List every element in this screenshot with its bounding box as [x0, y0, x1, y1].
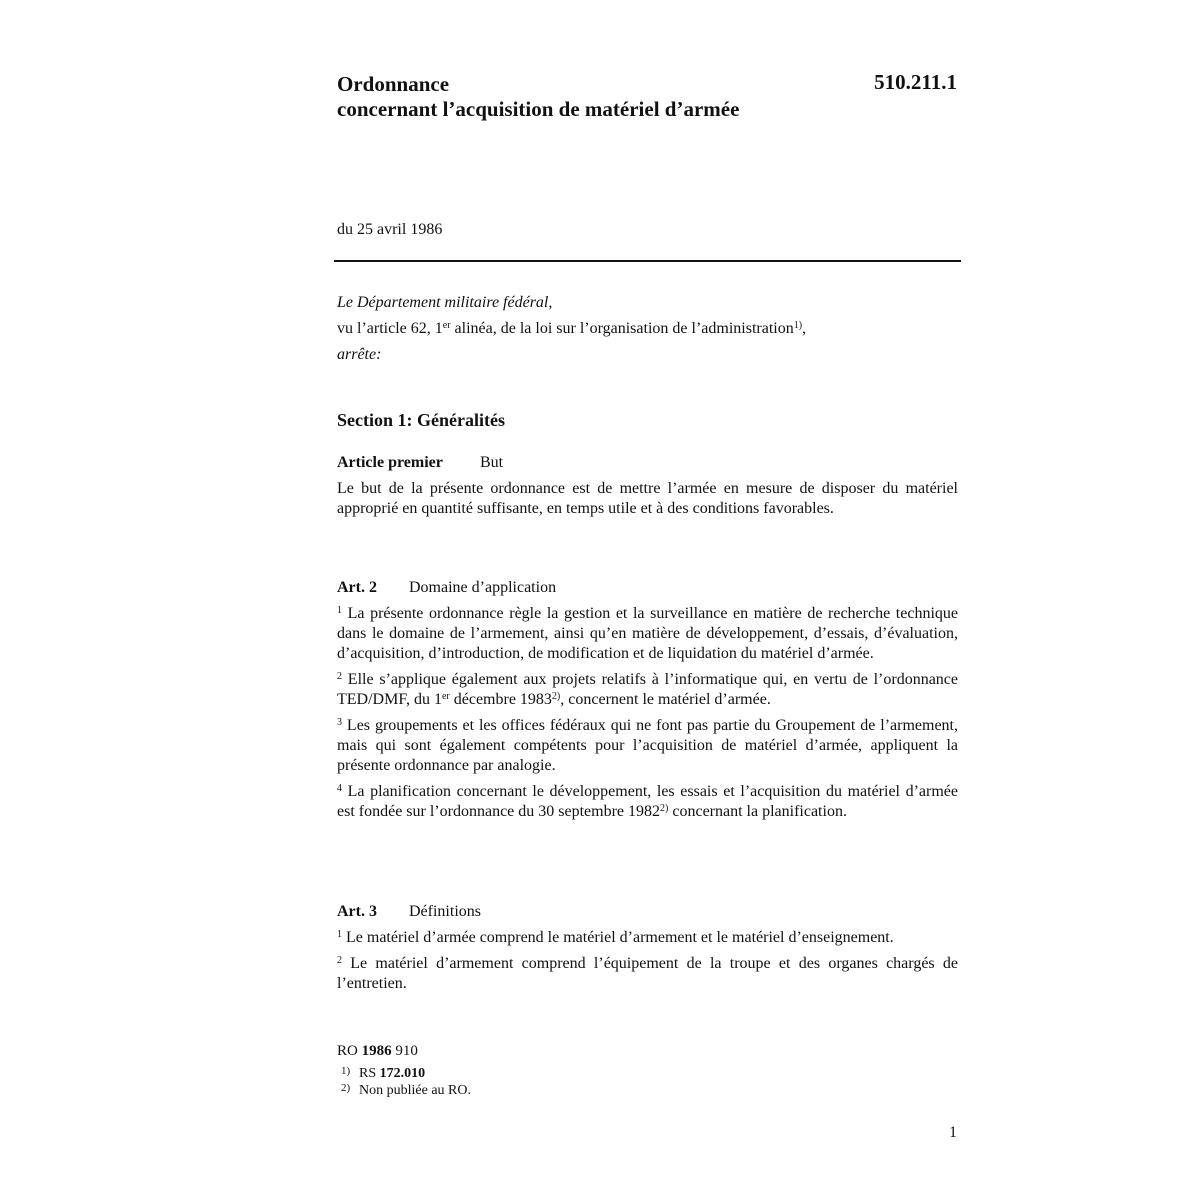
sr-number: 510.211.1 [874, 70, 957, 94]
article-3 [337, 902, 958, 1000]
footnote-ref: 2) [551, 691, 561, 702]
paragraph-number: 1 [337, 929, 342, 940]
paragraph-number: 3 [337, 717, 342, 728]
paragraph-text: Le matériel d’armée comprend le matériel d’armement et le matériel d’enseignement. [346, 929, 894, 946]
article-number: Art. 2 [337, 579, 377, 596]
paragraph-number: 2 [337, 671, 342, 682]
document-title [337, 72, 739, 122]
footnote-ref-number: 172.010 [379, 1066, 426, 1081]
paragraph-text: Les groupements et les offices fédéraux qui ne font pas partie du Groupement de l’armement, mais qui sont également compétents pour l’acquisition de matériel d’armée, appliquent la présente ordonnance par analogie. [337, 717, 958, 774]
article-paragraph [337, 782, 958, 822]
article-paragraph [337, 954, 958, 994]
footnote-2 [341, 1080, 962, 1099]
paragraph-text: Le matériel d’armement comprend l’équipement de la troupe et des organes chargés de l’entretien. [337, 955, 959, 992]
article-paragraph [337, 928, 958, 948]
paragraph-text: La présente ordonnance règle la gestion et la surveillance en matière de recherche technique dans le domaine de l’armement, ainsi qu’en matière de développement, d’essais, d’évaluation, d’acquisition, d’introduction, de modification et de liquidation du matériel d’armée. [337, 605, 958, 662]
footnote-mark: 2) [341, 1082, 351, 1094]
footnote-ref: 2) [660, 803, 669, 814]
footnote-text: RS [359, 1066, 377, 1081]
paragraph-number: 1 [337, 605, 342, 616]
article-title: Domaine d’application [409, 579, 557, 596]
ro-page: 910 [395, 1043, 418, 1059]
paragraph-number: 4 [337, 783, 342, 794]
ro-reference [337, 1043, 958, 1060]
title-line-2: concernant l’acquisition de matériel d’armée [337, 97, 740, 121]
preamble-basis-text: alinéa, de la loi sur l’organisation de l’administration [450, 320, 794, 337]
title-line-1: Ordonnance [337, 72, 450, 96]
article-title: But [480, 454, 504, 471]
article-heading [337, 578, 958, 598]
ro-prefix: RO [337, 1043, 358, 1059]
article-number: Article premier [337, 454, 443, 471]
footnote-mark: 1) [341, 1065, 351, 1077]
preamble-basis [337, 316, 958, 342]
article-title: Définitions [409, 903, 481, 920]
paragraph-number: 2 [337, 955, 342, 966]
article-2 [337, 578, 958, 828]
preamble [337, 290, 958, 368]
ro-year: 1986 [361, 1043, 392, 1059]
superscript: er [442, 320, 451, 331]
divider [334, 260, 961, 262]
article-heading [337, 453, 958, 473]
article-number: Art. 3 [337, 903, 377, 920]
footnote-ref: 1) [793, 320, 803, 331]
preamble-basis-text: , [802, 320, 807, 337]
paragraph-text: concernant la planification. [668, 803, 847, 820]
preamble-decree: arrête: [337, 346, 382, 363]
article-heading [337, 902, 958, 922]
document-date: du 25 avril 1986 [337, 221, 443, 238]
preamble-basis-text: vu l’article 62, 1 [337, 320, 443, 337]
article-paragraph: Le but de la présente ordonnance est de mettre l’armée en mesure de disposer du matériel approprié en quantité suffisante, en temps utile et à des conditions favorables. [337, 480, 958, 517]
footnote-text: Non publiée au RO. [359, 1083, 471, 1098]
paragraph-text: Elle s’applique également aux projets relatifs à l’informatique qui, en vertu de l’ordonnance TED/DMF, du 1 [337, 671, 959, 708]
paragraph-text: décembre 1983 [449, 691, 552, 708]
article-paragraph [337, 716, 958, 776]
preamble-authority: Le Département militaire fédéral, [337, 294, 553, 311]
page-number: 1 [949, 1124, 957, 1141]
superscript: er [441, 691, 450, 702]
section-heading: Section 1: Généralités [337, 410, 505, 430]
article-1 [337, 453, 958, 525]
article-paragraph [337, 604, 958, 664]
article-paragraph [337, 670, 958, 710]
paragraph-text: La planification concernant le développement, les essais et l’acquisition du matériel d’armée est fondée sur l’ordonnance du 30 septembre 1982 [337, 783, 959, 820]
paragraph-text: , concernent le matériel d’armée. [560, 691, 771, 708]
